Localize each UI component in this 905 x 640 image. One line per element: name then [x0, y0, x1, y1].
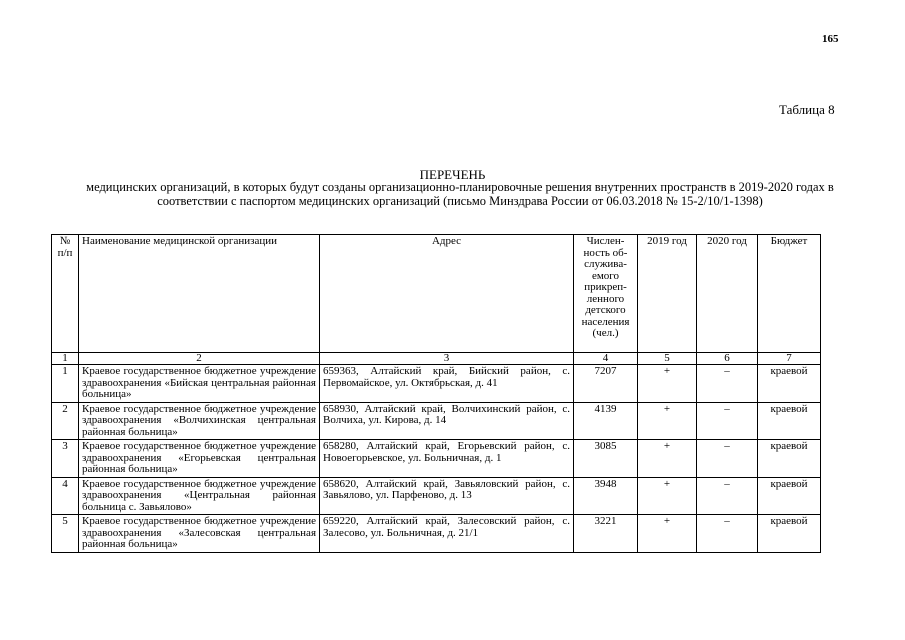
year-2020-mark: – — [697, 515, 758, 553]
column-number: 4 — [574, 353, 638, 365]
row-num: 4 — [52, 477, 79, 515]
page-number: 165 — [822, 33, 839, 45]
year-2019-mark: + — [638, 477, 697, 515]
column-number: 3 — [320, 353, 574, 365]
year-2020-mark: – — [697, 402, 758, 440]
column-number: 1 — [52, 353, 79, 365]
document-title: ПЕРЕЧЕНЬ — [419, 167, 486, 182]
header-name: Наименование медицинской организации — [79, 235, 320, 353]
column-number: 2 — [79, 353, 320, 365]
year-2019-mark: + — [638, 402, 697, 440]
column-number: 6 — [697, 353, 758, 365]
organizations-table — [51, 234, 821, 553]
header-address: Адрес — [320, 235, 574, 353]
table-row — [52, 402, 821, 440]
column-number: 5 — [638, 353, 697, 365]
header-2020: 2020 год — [697, 235, 758, 353]
year-2020-mark: – — [697, 365, 758, 403]
row-num: 5 — [52, 515, 79, 553]
organization-address: 659363, Алтайский край, Бийский район, с. Первомайское, ул. Октябрьская, д. 41 — [320, 365, 574, 403]
year-2019-mark: + — [638, 515, 697, 553]
header-budget: Бюджет — [758, 235, 821, 353]
year-2019-mark: + — [638, 365, 697, 403]
population-value: 7207 — [574, 365, 638, 403]
budget-value: краевой — [758, 402, 821, 440]
population-value: 3948 — [574, 477, 638, 515]
table-label: Таблица 8 — [779, 102, 835, 117]
year-2020-mark: – — [697, 477, 758, 515]
organization-name: Краевое государственное бюджетное учреждение здравоохранения «Волчихинская центральная районная больница» — [79, 402, 320, 440]
budget-value: краевой — [758, 440, 821, 478]
header-2019: 2019 год — [638, 235, 697, 353]
organization-name: Краевое государственное бюджетное учреждение здравоохранения «Егорьевская центральная районная больница» — [79, 440, 320, 478]
organization-name: Краевое государственное бюджетное учреждение здравоохранения «Бийская центральная районная больница» — [79, 365, 320, 403]
organization-address: 658280, Алтайский край, Егорьевский район, с. Новоегорьевское, ул. Больничная, д. 1 — [320, 440, 574, 478]
organization-address: 658930, Алтайский край, Волчихинский район, с. Волчиха, ул. Кирова, д. 14 — [320, 402, 574, 440]
row-num: 1 — [52, 365, 79, 403]
row-num: 3 — [52, 440, 79, 478]
budget-value: краевой — [758, 515, 821, 553]
table-row — [52, 477, 821, 515]
year-2020-mark: – — [697, 440, 758, 478]
population-value: 3085 — [574, 440, 638, 478]
organization-address: 659220, Алтайский край, Залесовский район, с. Залесово, ул. Больничная, д. 21/1 — [320, 515, 574, 553]
budget-value: краевой — [758, 365, 821, 403]
population-value: 3221 — [574, 515, 638, 553]
table-row — [52, 440, 821, 478]
table-row — [52, 515, 821, 553]
table-header-row — [52, 235, 821, 353]
budget-value: краевой — [758, 477, 821, 515]
population-value: 4139 — [574, 402, 638, 440]
organization-address: 658620, Алтайский край, Завьяловский район, с. Завьялово, ул. Парфеново, д. 13 — [320, 477, 574, 515]
column-number: 7 — [758, 353, 821, 365]
header-population: Числен-ность об-служива-емого прикреп-ленного детского населения (чел.) — [574, 235, 638, 353]
document-subtitle: медицинских организаций, в которых будут созданы организационно-планировочные решения внутренних пространств в 2019-2020 годах в соответствии с паспортом медицинских организаций (письмо Минздрава России от 06.03.2018 № 15-2/10/1-1398) — [86, 180, 834, 208]
row-num: 2 — [52, 402, 79, 440]
column-numbers-row — [52, 353, 821, 365]
header-num: № п/п — [52, 235, 79, 353]
table-row — [52, 365, 821, 403]
organization-name: Краевое государственное бюджетное учреждение здравоохранения «Залесовская центральная районная больница» — [79, 515, 320, 553]
organization-name: Краевое государственное бюджетное учреждение здравоохранения «Центральная районная больница с. Завьялово» — [79, 477, 320, 515]
year-2019-mark: + — [638, 440, 697, 478]
